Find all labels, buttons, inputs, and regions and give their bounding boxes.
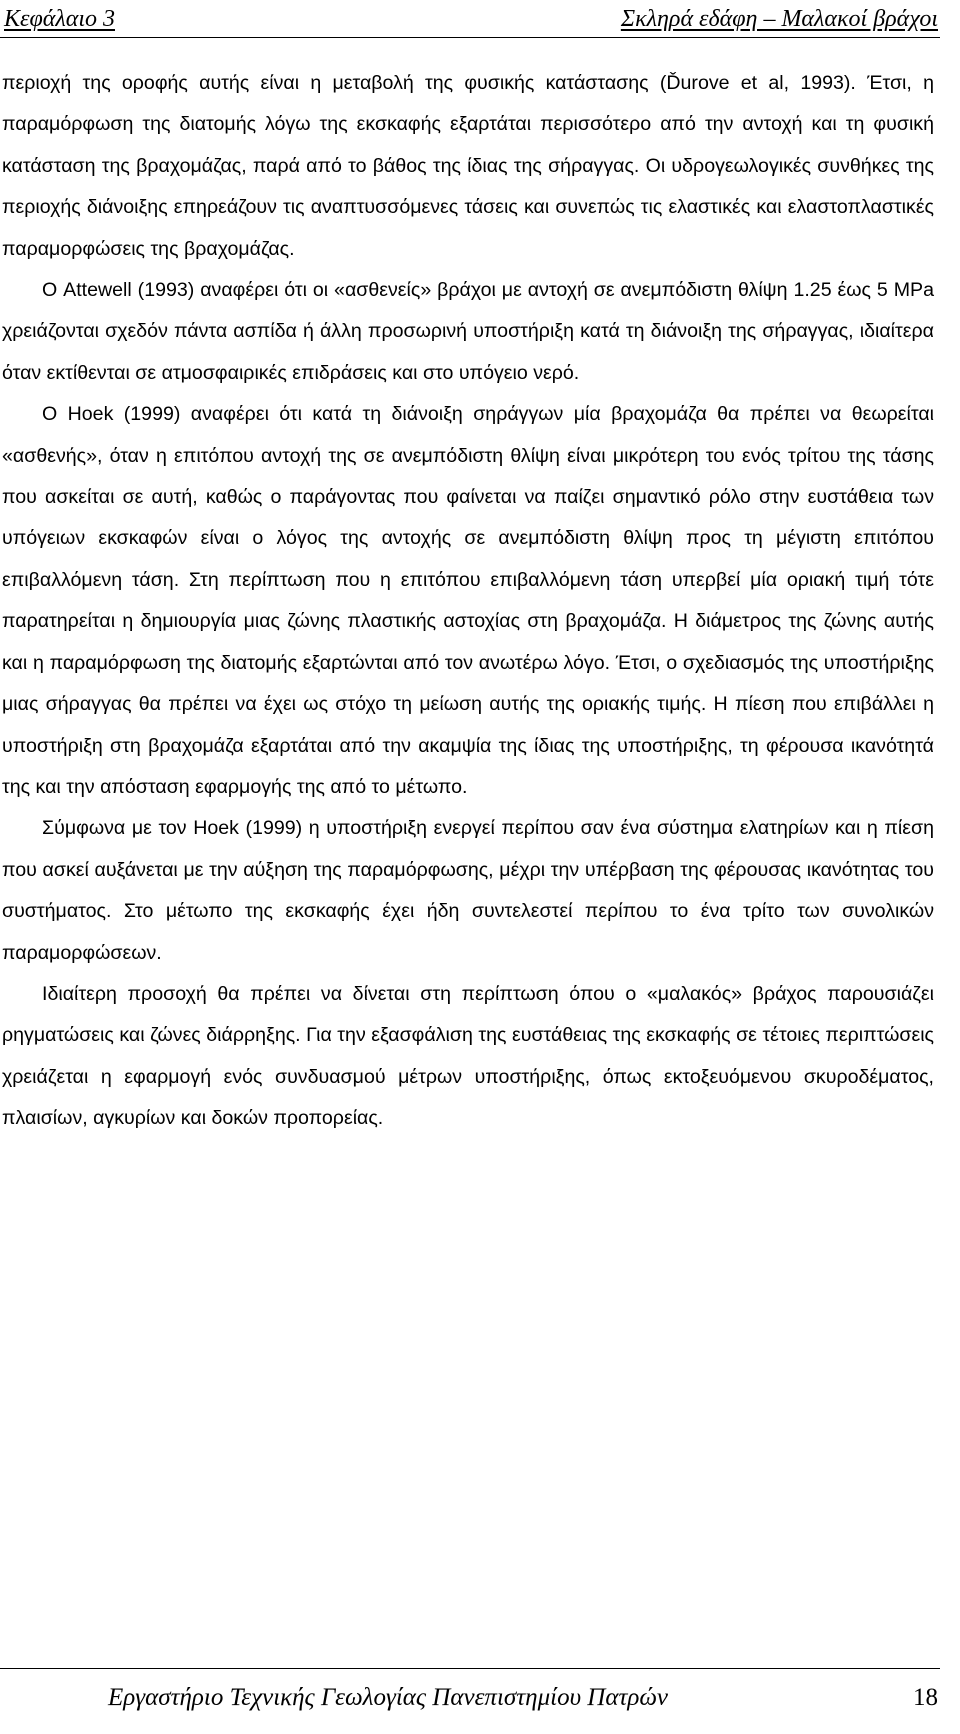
header-divider [0, 37, 940, 38]
paragraph-4: Σύμφωνα με τον Hoek (1999) η υποστήριξη ενεργεί περίπου σαν ένα σύστημα ελατηρίων και η πίεση που ασκεί αυξάνεται με την αύξηση της παραμόρφωσης, μέχρι την υπέρβαση της φέρουσας ικανότητας του συστήματος. Στο μέτωπο της εκσκαφής έχει ήδη συντελεστεί περίπου το ένα τρίτο των συνολικών παραμορφώσεων. [2, 817, 934, 964]
page-footer [0, 1680, 960, 1720]
paragraph-5: Ιδιαίτερη προσοχή θα πρέπει να δίνεται στη περίπτωση όπου ο «μαλακός» βράχος παρουσιάζει ρηγματώσεις και ζώνες διάρρηξης. Για την εξασφάλιση της ευστάθειας της εκσκαφής σε τέτοιες περιπτώσεις χρειάζεται η εφαρμογή ενός συνδυασμού μέτρων υποστήριξης, όπως εκτοξευόμενου σκυροδέματος, πλαισίων, αγκυρίων και δοκών προπορείας. [2, 982, 934, 1130]
page-header [0, 2, 960, 42]
paragraph-1: περιοχή της οροφής αυτής είναι η μεταβολή της φυσικής κατάστασης (Ďurove et al, 1993). Έτσι, η παραμόρφωση της διατομής λόγω της εκσκαφής εξαρτάται περισσότερο από την αντοχή και τη φυσική κατάσταση της βραχομάζας, παρά από το βάθος της ίδιας της σήραγγας. Οι υδρογεωλογικές συνθήκες της περιοχής διάνοιξης επηρεάζουν τις αναπτυσσόμενες τάσεις και συνεπώς τις ελαστικές και ελαστοπλαστικές παραμορφώσεις της βραχομάζας. [2, 72, 934, 260]
paragraph-2: Ο Attewell (1993) αναφέρει ότι οι «ασθενείς» βράχοι με αντοχή σε ανεμπόδιστη θλίψη 1.25 έως 5 MPa χρειάζονται σχεδόν πάντα ασπίδα ή άλλη προσωρινή υποστήριξη κατά τη διάνοιξη της σήραγγας, ιδιαίτερα όταν εκτίθενται σε ατμοσφαιρικές επιδράσεις και στο υπόγειο νερό. [2, 279, 934, 384]
chapter-label: Κεφάλαιο 3 [4, 6, 115, 32]
footer-institution: Εργαστήριο Τεχνικής Γεωλογίας Πανεπιστημίου Πατρών [108, 1684, 668, 1711]
section-title: Σκληρά εδάφη – Μαλακοί βράχοι [620, 6, 938, 32]
page-number: 18 [913, 1684, 938, 1711]
footer-divider [0, 1668, 940, 1669]
body-text [2, 63, 934, 1140]
paragraph-3: Ο Hoek (1999) αναφέρει ότι κατά τη διάνοιξη σηράγγων μία βραχομάζα θα πρέπει να θεωρείται «ασθενής», όταν η επιτόπου αντοχή της σε ανεμπόδιστη θλίψη είναι μικρότερη του ενός τρίτου της τάσης που ασκείται σε αυτή, καθώς ο παράγοντας που φαίνεται να παίζει σημαντικό ρόλο στην ευστάθεια των υπόγειων εκσκαφών είναι ο λόγος της αντοχής σε ανεμπόδιστη θλίψη προς τη μέγιστη επιτόπου επιβαλλόμενη τάση. Στη περίπτωση που η επιτόπου επιβαλλόμενη τάση υπερβεί μία οριακή τιμή τότε παρατηρείται η δημιουργία μιας ζώνης πλαστικής αστοχίας στη βραχομάζα. Η διάμετρος της ζώνης αυτής και η παραμόρφωση της διατομής εξαρτώνται από τον ανωτέρω λόγο. Έτσι, ο σχεδιασμός της υποστήριξης μιας σήραγγας θα πρέπει να έχει ως στόχο τη μείωση αυτής της οριακής τιμής. Η πίεση που επιβάλλει η υποστήριξη στη βραχομάζα εξαρτάται από την ακαμψία της ίδιας της υποστήριξης, τη φέρουσα ικανότητά της και την απόσταση εφαρμογής της από το μέτωπο. [2, 403, 934, 798]
